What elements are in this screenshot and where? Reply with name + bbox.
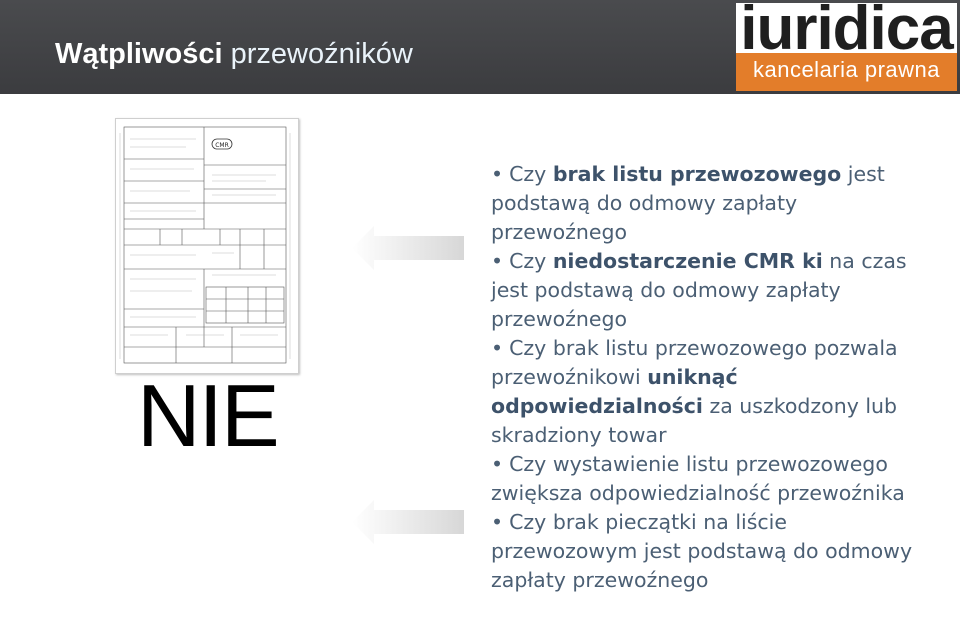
bullet-icon: • — [491, 249, 504, 273]
logo-name: iuridica — [740, 0, 953, 63]
question-list — [491, 160, 921, 595]
slide-title — [55, 38, 413, 71]
list-item: • Czy wystawienie listu przewozowego zwiększa odpowiedzialność przewoźnika — [491, 452, 905, 505]
list-item: • Czy brak listu przewozowego pozwala przewoźnikowi uniknąć odpowiedzialności za uszkodzony lub skradziony towar — [491, 336, 898, 447]
arrow-left-icon — [352, 500, 464, 544]
cmr-document-image — [115, 118, 299, 374]
arrow-left-icon — [352, 226, 464, 270]
title-bold-part: Wątpliwości — [55, 38, 223, 70]
cmr-badge-text: CMR — [215, 142, 229, 149]
logo-tagline: kancelaria prawna — [752, 57, 941, 82]
bullet-icon: • — [491, 162, 504, 186]
title-regular-part: przewoźników — [230, 38, 413, 70]
bullet-icon: • — [491, 336, 504, 360]
list-item: • Czy brak listu przewozowego jest podstawą do odmowy zapłaty przewoźnego — [491, 162, 885, 244]
bullet-icon: • — [491, 510, 504, 534]
answer-text: NIE — [137, 366, 278, 465]
bullet-icon: • — [491, 452, 504, 476]
slide-header — [0, 0, 960, 94]
list-item: • Czy brak pieczątki na liście przewozowym jest podstawą do odmowy zapłaty przewoźnego — [491, 510, 913, 592]
list-item: • Czy niedostarczenie CMR ki na czas jest podstawą do odmowy zapłaty przewoźnego — [491, 249, 907, 331]
cmr-form-drawing — [116, 119, 298, 373]
company-logo — [736, 0, 957, 91]
